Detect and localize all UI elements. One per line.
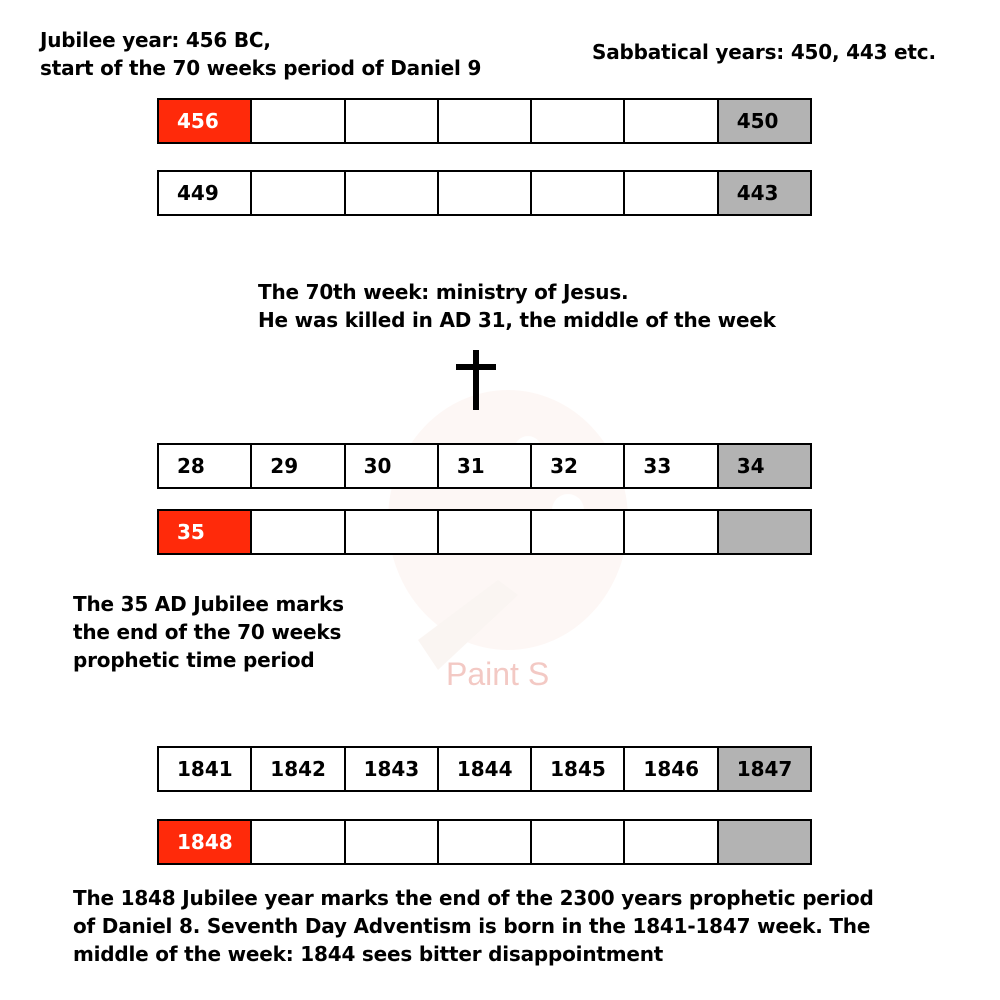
year-cell [530, 172, 623, 214]
year-cell [344, 821, 437, 863]
week-row-1848 [157, 819, 812, 865]
year-cell [717, 821, 810, 863]
year-cell [437, 100, 530, 142]
week-row-28 [157, 443, 812, 489]
week-row-449 [157, 170, 812, 216]
year-cell: 450 [717, 100, 810, 142]
year-cell: 34 [717, 445, 810, 487]
year-cell [437, 511, 530, 553]
year-cell [250, 172, 343, 214]
year-cell: 1841 [159, 748, 250, 790]
year-cell [530, 511, 623, 553]
sabbatical-caption: Sabbatical years: 450, 443 etc. [592, 40, 936, 64]
year-cell: 32 [530, 445, 623, 487]
caption-line: of Daniel 8. Seventh Day Adventism is born in the 1841-1847 week. The [73, 914, 871, 938]
caption-line: start of the 70 weeks period of Daniel 9 [40, 56, 482, 80]
year-cell: 1842 [250, 748, 343, 790]
year-cell: 1844 [437, 748, 530, 790]
year-cell: 35 [159, 511, 250, 553]
year-cell [344, 100, 437, 142]
year-cell [623, 511, 716, 553]
year-cell: 1846 [623, 748, 716, 790]
year-cell: 29 [250, 445, 343, 487]
week-row-456 [157, 98, 812, 144]
caption-line: The 1848 Jubilee year marks the end of the 2300 years prophetic period [73, 886, 874, 910]
cross-icon [456, 350, 496, 410]
caption-line: prophetic time period [73, 648, 315, 672]
year-cell [530, 821, 623, 863]
caption-line: middle of the week: 1844 sees bitter disappointment [73, 942, 664, 966]
year-cell: 449 [159, 172, 250, 214]
caption-line: Jubilee year: 456 BC, [40, 28, 271, 52]
year-cell [530, 100, 623, 142]
year-cell [250, 821, 343, 863]
year-cell [623, 172, 716, 214]
year-cell: 28 [159, 445, 250, 487]
year-cell [344, 511, 437, 553]
year-cell: 33 [623, 445, 716, 487]
year-cell: 456 [159, 100, 250, 142]
caption-line: He was killed in AD 31, the middle of the week [258, 308, 776, 332]
year-cell [717, 511, 810, 553]
year-cell: 1843 [344, 748, 437, 790]
jubilee-35-caption [73, 590, 344, 674]
year-cell: 1845 [530, 748, 623, 790]
year-cell [250, 511, 343, 553]
caption-line: The 35 AD Jubilee marks [73, 592, 344, 616]
caption-line: The 70th week: ministry of Jesus. [258, 280, 629, 304]
jubilee-1848-caption [73, 884, 874, 968]
seventieth-week-caption [258, 278, 776, 334]
year-cell: 443 [717, 172, 810, 214]
year-cell [250, 100, 343, 142]
year-cell: 1847 [717, 748, 810, 790]
caption-line: the end of the 70 weeks [73, 620, 342, 644]
year-cell [437, 172, 530, 214]
year-cell [344, 172, 437, 214]
week-row-1841 [157, 746, 812, 792]
year-cell: 31 [437, 445, 530, 487]
watermark-text: Paint S [446, 656, 550, 692]
year-cell [437, 821, 530, 863]
jubilee-456-caption [40, 26, 481, 82]
year-cell [623, 821, 716, 863]
year-cell: 1848 [159, 821, 250, 863]
year-cell [623, 100, 716, 142]
year-cell: 30 [344, 445, 437, 487]
week-row-35 [157, 509, 812, 555]
